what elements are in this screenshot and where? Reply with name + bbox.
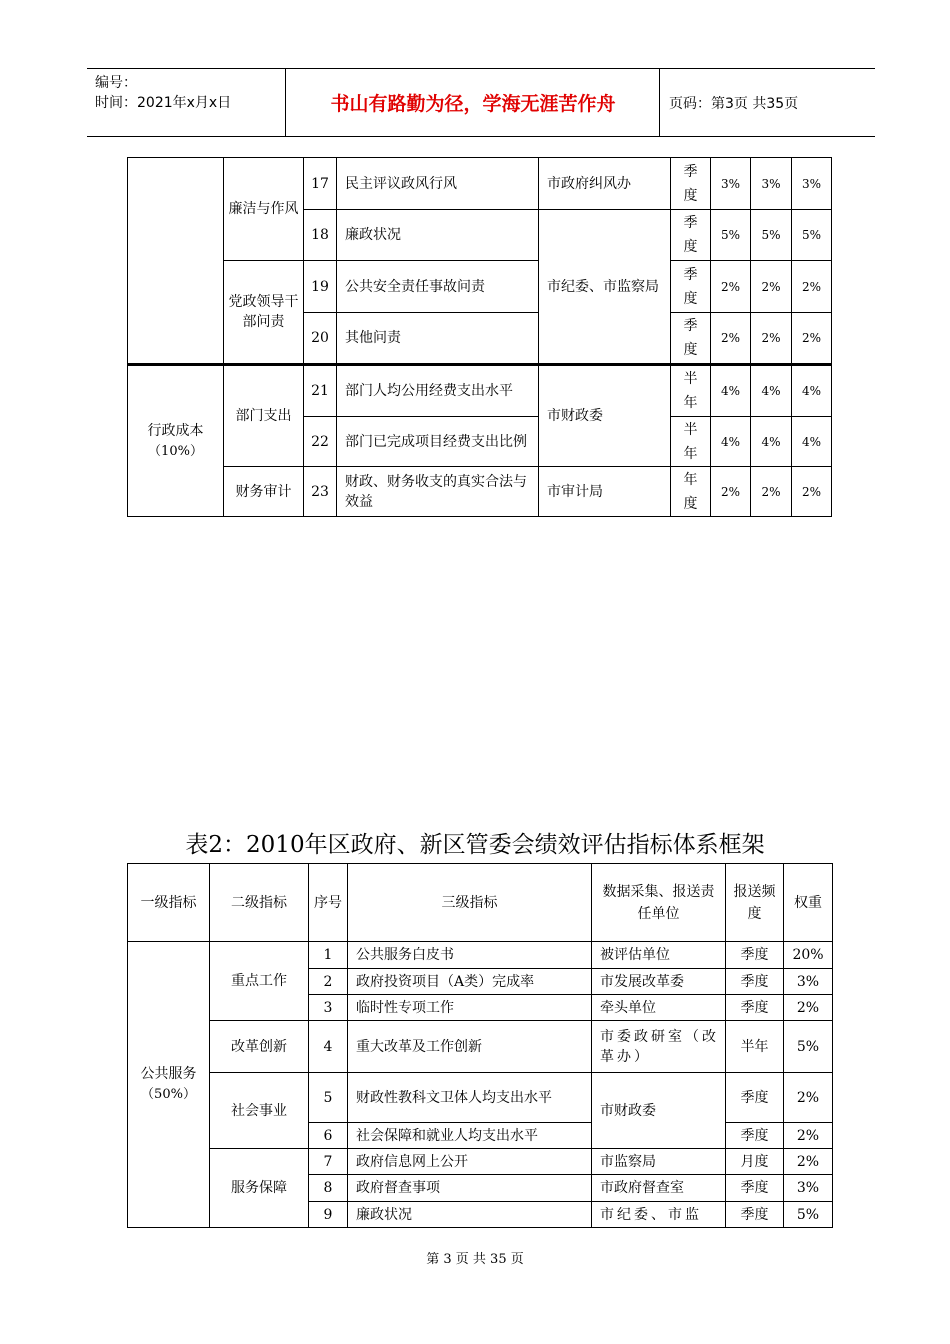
weight-cell: 4% — [751, 365, 792, 417]
serial-cell: 21 — [304, 365, 337, 417]
weight-cell: 5% — [784, 1202, 833, 1228]
weight-cell: 3% — [784, 969, 833, 995]
freq-cell: 季度 — [726, 1175, 784, 1202]
level3-cell: 其他问责 — [337, 313, 539, 365]
level1-cell — [128, 942, 210, 1228]
weight-cell: 3% — [711, 158, 751, 210]
level3-cell: 社会保障和就业人均支出水平 — [348, 1123, 592, 1149]
level2-cell: 服务保障 — [210, 1149, 309, 1228]
weight-cell: 3% — [784, 1175, 833, 1202]
weight-cell: 2% — [711, 261, 751, 313]
serial-cell: 4 — [309, 1021, 348, 1073]
dept-cell: 市监察局 — [592, 1149, 726, 1175]
weight-cell: 2% — [711, 467, 751, 517]
dept-cell: 市政府督查室 — [592, 1175, 726, 1202]
level3-cell: 民主评议政风行风 — [337, 158, 539, 210]
serial-cell: 18 — [304, 210, 337, 261]
table-row — [128, 1073, 833, 1123]
header-level3: 三级指标 — [348, 864, 592, 942]
header-divider — [285, 69, 286, 136]
header-level1: 一级指标 — [128, 864, 210, 942]
freq-cell: 半年 — [671, 417, 711, 467]
weight-cell: 5% — [711, 210, 751, 261]
weight-cell: 4% — [751, 417, 792, 467]
weight-cell: 2% — [784, 1149, 833, 1175]
serial-cell: 19 — [304, 261, 337, 313]
freq-cell: 月度 — [726, 1149, 784, 1175]
level1-weight: （10%） — [148, 443, 203, 459]
level2-cell: 党政领导干部问责 — [224, 261, 304, 365]
level1-weight: （50%） — [141, 1087, 196, 1102]
serial-cell: 5 — [309, 1073, 348, 1123]
table-row — [128, 158, 832, 210]
document-number: 编号： — [95, 75, 137, 91]
serial-cell: 6 — [309, 1123, 348, 1149]
serial-cell: 7 — [309, 1149, 348, 1175]
weight-cell: 2% — [792, 261, 832, 313]
dept-cell: 被评估单位 — [592, 942, 726, 969]
level3-cell: 廉政状况 — [348, 1202, 592, 1228]
weight-cell: 4% — [711, 365, 751, 417]
serial-cell: 22 — [304, 417, 337, 467]
level2-cell: 财务审计 — [224, 467, 304, 517]
table-row — [128, 1021, 833, 1073]
dept-cell: 市政府纠风办 — [539, 158, 671, 210]
document-time: 时间：2021年x月x日 — [95, 95, 232, 111]
level1-cell-empty — [128, 158, 224, 365]
table-row — [128, 261, 832, 313]
weight-cell: 4% — [792, 417, 832, 467]
freq-cell: 季度 — [726, 1123, 784, 1149]
dept-cell: 市纪委、市监察局 — [539, 210, 671, 365]
level2-cell: 部门支出 — [224, 365, 304, 467]
weight-cell: 3% — [792, 158, 832, 210]
serial-cell: 20 — [304, 313, 337, 365]
header-freq: 报送频度 — [726, 864, 784, 942]
level3-cell: 廉政状况 — [337, 210, 539, 261]
header-motto: 书山有路勤为径，学海无涯苦作舟 — [330, 93, 616, 115]
weight-cell: 2% — [784, 1073, 833, 1123]
dept-cell: 牵头单位 — [592, 995, 726, 1021]
weight-cell: 2% — [792, 467, 832, 517]
weight-cell: 20% — [784, 942, 833, 969]
serial-cell: 2 — [309, 969, 348, 995]
freq-cell: 季度 — [671, 210, 711, 261]
header-meta — [95, 73, 231, 113]
freq-cell: 半年 — [726, 1021, 784, 1073]
table-header-row — [128, 864, 833, 942]
serial-cell: 8 — [309, 1175, 348, 1202]
table-row — [128, 365, 832, 417]
level3-cell: 公共服务白皮书 — [348, 942, 592, 969]
freq-cell: 季度 — [726, 942, 784, 969]
table-row — [128, 467, 832, 517]
level3-cell: 政府督查事项 — [348, 1175, 592, 1202]
indicator-table-continued — [127, 157, 832, 517]
level3-cell: 财政性教科文卫体人均支出水平 — [348, 1073, 592, 1123]
level3-cell: 公共安全责任事故问责 — [337, 261, 539, 313]
weight-cell: 5% — [792, 210, 832, 261]
level3-cell: 政府投资项目（A类）完成率 — [348, 969, 592, 995]
freq-cell: 季度 — [726, 969, 784, 995]
weight-cell: 3% — [751, 158, 792, 210]
freq-cell: 季度 — [671, 261, 711, 313]
weight-cell: 2% — [784, 1123, 833, 1149]
level1-cell — [128, 365, 224, 517]
serial-cell: 3 — [309, 995, 348, 1021]
level1-name: 公共服务 — [140, 1066, 197, 1082]
level3-cell: 部门人均公用经费支出水平 — [337, 365, 539, 417]
weight-cell: 2% — [784, 995, 833, 1021]
freq-cell: 季度 — [726, 995, 784, 1021]
serial-cell: 1 — [309, 942, 348, 969]
level2-cell: 廉洁与作风 — [224, 158, 304, 261]
weight-cell: 5% — [784, 1021, 833, 1073]
table-row — [128, 1149, 833, 1175]
weight-cell: 4% — [711, 417, 751, 467]
weight-cell: 5% — [751, 210, 792, 261]
dept-cell: 市财政委 — [592, 1073, 726, 1149]
weight-cell: 4% — [792, 365, 832, 417]
header-serial: 序号 — [309, 864, 348, 942]
level3-cell: 财政、财务收支的真实合法与效益 — [337, 467, 539, 517]
freq-cell: 季度 — [671, 158, 711, 210]
indicator-table-2 — [127, 863, 833, 1228]
weight-cell: 2% — [711, 313, 751, 365]
level3-cell: 重大改革及工作创新 — [348, 1021, 592, 1073]
table-row — [128, 942, 833, 969]
header-page-number: 页码：第3页 共35页 — [669, 95, 799, 112]
freq-cell: 季度 — [726, 1202, 784, 1228]
header-weight: 权重 — [784, 864, 833, 942]
freq-cell: 季度 — [671, 313, 711, 365]
weight-cell: 2% — [792, 313, 832, 365]
dept-cell: 市审计局 — [539, 467, 671, 517]
level3-cell: 部门已完成项目经费支出比例 — [337, 417, 539, 467]
level2-cell: 改革创新 — [210, 1021, 309, 1073]
page-footer: 第 3 页 共 35 页 — [426, 1252, 524, 1267]
dept-cell: 市发展改革委 — [592, 969, 726, 995]
freq-cell: 季度 — [726, 1073, 784, 1123]
header-divider — [659, 69, 660, 136]
dept-cell: 市财政委 — [539, 365, 671, 467]
page-header — [87, 68, 875, 137]
dept-cell: 市委政研室（改革办） — [592, 1021, 726, 1073]
weight-cell: 2% — [751, 467, 792, 517]
header-level2: 二级指标 — [210, 864, 309, 942]
level2-cell: 社会事业 — [210, 1073, 309, 1149]
serial-cell: 17 — [304, 158, 337, 210]
table2-title: 表2：2010年区政府、新区管委会绩效评估指标体系框架 — [185, 832, 765, 858]
dept-cell: 市纪委、市监 — [592, 1202, 726, 1228]
freq-cell: 年度 — [671, 467, 711, 517]
level3-cell: 政府信息网上公开 — [348, 1149, 592, 1175]
serial-cell: 23 — [304, 467, 337, 517]
freq-cell: 半年 — [671, 365, 711, 417]
header-dept: 数据采集、报送责任单位 — [592, 864, 726, 942]
level3-cell: 临时性专项工作 — [348, 995, 592, 1021]
level2-cell: 重点工作 — [210, 942, 309, 1021]
serial-cell: 9 — [309, 1202, 348, 1228]
weight-cell: 2% — [751, 313, 792, 365]
level1-name: 行政成本 — [147, 422, 204, 439]
weight-cell: 2% — [751, 261, 792, 313]
